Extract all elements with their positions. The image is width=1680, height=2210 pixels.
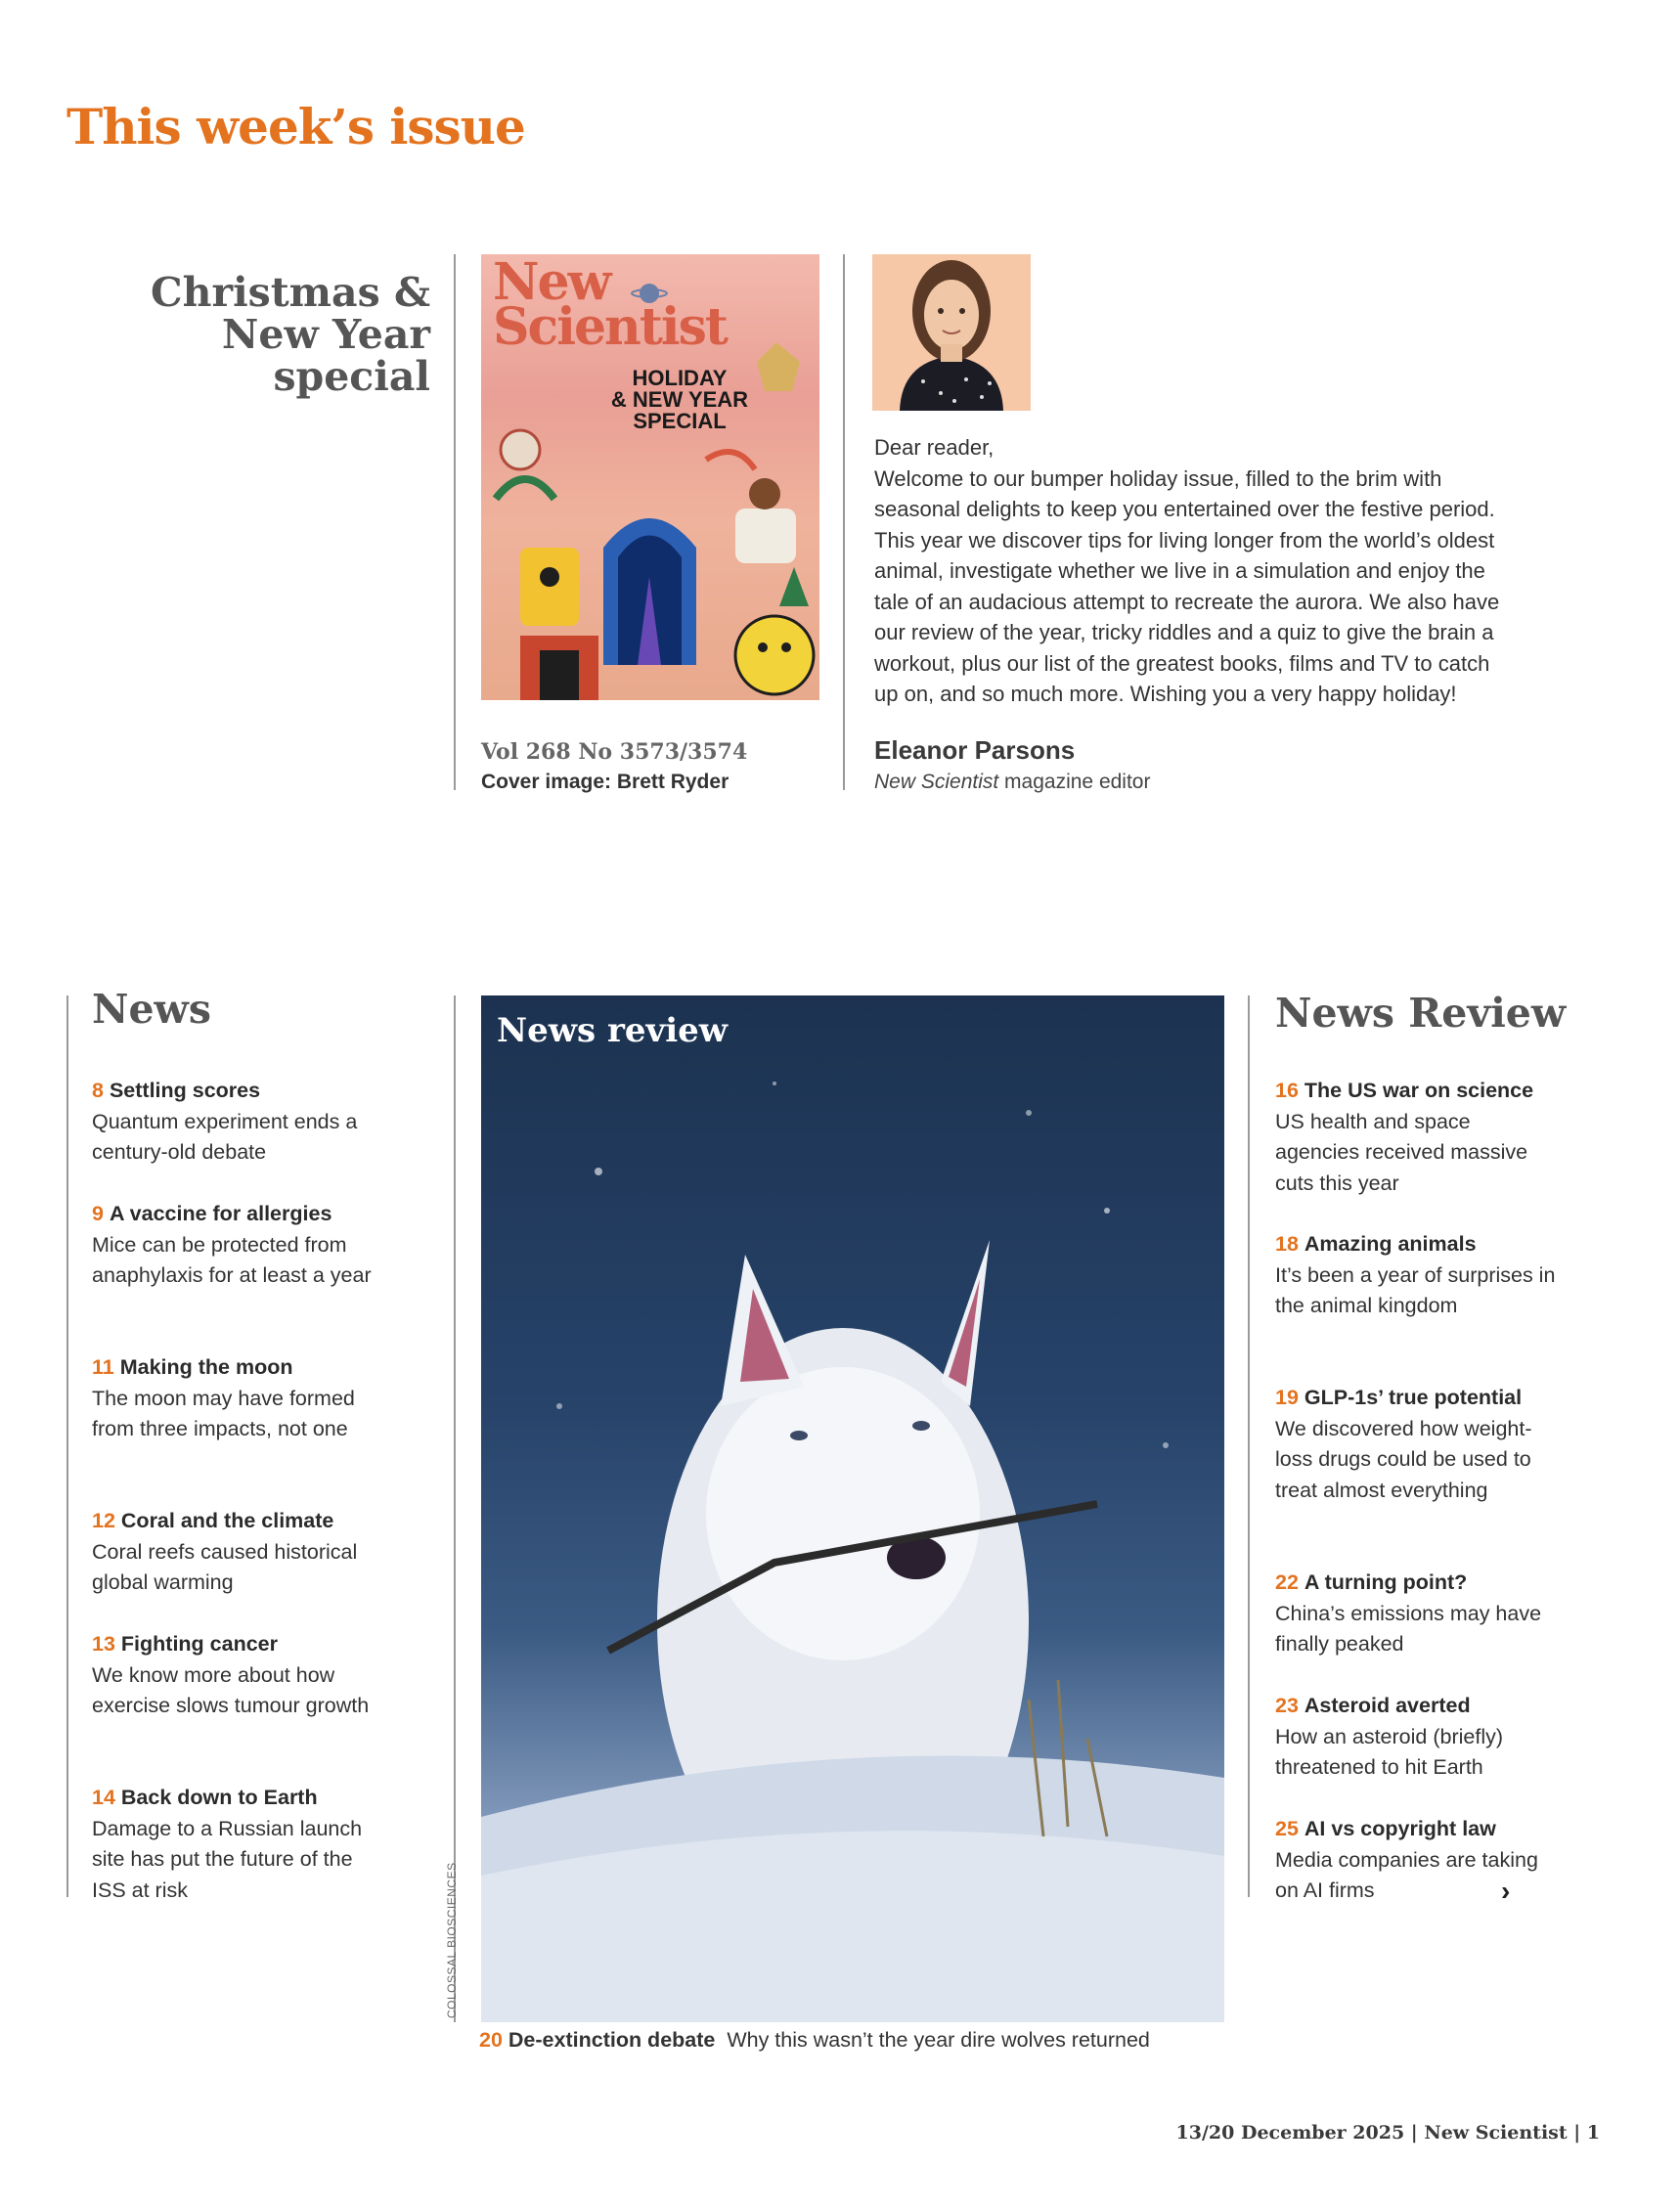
- cover-headline-line: & NEW YEAR: [610, 387, 749, 412]
- role-suffix: magazine editor: [998, 771, 1151, 793]
- special-title-line: New Year: [221, 311, 430, 358]
- photo-caption[interactable]: [479, 2028, 1150, 2053]
- item-headline: A turning point?: [1304, 1570, 1468, 1594]
- item-description: Quantum experiment ends a century-old debate: [92, 1109, 358, 1164]
- letter-body: Welcome to our bumper holiday issue, filled to the brim with seasonal delights to keep you entertained over the festive period. This year we discover tips for living longer from the world’s oldest animal, investigate whether we live in a simulation and enjoy the tale of an audacious attempt to recreate the aurora. We also have our review of the year, tricky riddles and a quiz to give the brain a workout, plus our list of the greatest books, films and TV to catch up on, and so much more. Wishing you a very happy holiday!: [874, 465, 1500, 706]
- cover-image: [481, 254, 819, 700]
- item-description: Coral reefs caused historical global warming: [92, 1539, 358, 1594]
- page-number: 19: [1275, 1386, 1299, 1409]
- news-review-item[interactable]: [1275, 1814, 1559, 1907]
- divider: [454, 254, 456, 790]
- editor-role: [874, 771, 1150, 794]
- divider: [66, 995, 68, 1897]
- page-number: 18: [1275, 1232, 1299, 1256]
- item-headline: Settling scores: [109, 1079, 261, 1102]
- dire-wolf-illustration: [481, 995, 1224, 2022]
- item-description: Damage to a Russian launch site has put the future of the ISS at risk: [92, 1816, 363, 1902]
- cover-headline: [587, 368, 773, 432]
- item-description: It’s been a year of surprises in the animal kingdom: [1275, 1262, 1556, 1317]
- page-number: 25: [1275, 1817, 1299, 1840]
- news-review-item[interactable]: [1275, 1691, 1559, 1784]
- item-description: The moon may have formed from three impacts, not one: [92, 1386, 355, 1440]
- page-number: 20: [479, 2028, 503, 2052]
- item-headline: Back down to Earth: [120, 1786, 318, 1809]
- chevron-right-icon[interactable]: ›: [1501, 1876, 1511, 1906]
- item-description: US health and space agencies received massive cuts this year: [1275, 1109, 1528, 1195]
- item-headline: GLP-1s’ true potential: [1304, 1386, 1523, 1409]
- cover-logo-line: Scientist: [493, 297, 727, 357]
- news-review-item[interactable]: [1275, 1568, 1559, 1660]
- item-headline: Fighting cancer: [120, 1632, 278, 1656]
- feature-photo: [481, 995, 1224, 2022]
- page-number: 14: [92, 1786, 115, 1809]
- item-description: How an asteroid (briefly) threatened to hit Earth: [1275, 1724, 1504, 1779]
- item-headline: Asteroid averted: [1304, 1694, 1471, 1717]
- item-headline: Coral and the climate: [120, 1509, 334, 1532]
- news-review-section-title: News Review: [1275, 990, 1567, 1037]
- item-description: Media companies are taking on AI firms: [1275, 1847, 1538, 1902]
- page-folio: 13/20 December 2025 | New Scientist | 1: [1175, 2122, 1600, 2144]
- photo-section-label: News review: [497, 1011, 729, 1050]
- item-headline: The US war on science: [1304, 1079, 1534, 1102]
- page-number: 8: [92, 1079, 104, 1102]
- news-item[interactable]: [92, 1506, 376, 1599]
- news-item[interactable]: [92, 1199, 376, 1292]
- special-issue-title: [78, 269, 430, 400]
- special-title-line: special: [273, 353, 430, 400]
- cover-headline-line: HOLIDAY: [632, 366, 728, 390]
- divider: [1248, 995, 1250, 1897]
- page-number: 23: [1275, 1694, 1299, 1717]
- page-number: 16: [1275, 1079, 1299, 1102]
- photo-credit: COLOSSAL BIOSCIENCES: [445, 1862, 459, 2018]
- editor-photo-illustration: [872, 254, 1031, 411]
- cover-headline-line: SPECIAL: [633, 409, 727, 433]
- caption-headline: De-extinction debate: [508, 2028, 716, 2052]
- special-title-line: Christmas &: [151, 269, 430, 316]
- page-title: This week’s issue: [66, 98, 525, 155]
- item-headline: AI vs copyright law: [1304, 1817, 1496, 1840]
- item-description: Mice can be protected from anaphylaxis for at least a year: [92, 1232, 372, 1287]
- cover-logo-line: New: [493, 254, 610, 312]
- page-number: 9: [92, 1202, 104, 1225]
- divider: [843, 254, 845, 790]
- item-headline: A vaccine for allergies: [109, 1202, 332, 1225]
- editor-name: Eleanor Parsons: [874, 735, 1076, 765]
- item-description: China’s emissions may have finally peaked: [1275, 1601, 1542, 1656]
- editor-portrait: [872, 254, 1031, 411]
- magazine-name: New Scientist: [874, 771, 999, 793]
- news-review-item[interactable]: [1275, 1076, 1559, 1199]
- news-section-title: News: [92, 986, 211, 1033]
- cover-credit: Cover image: Brett Ryder: [481, 771, 729, 793]
- page-number: 13: [92, 1632, 115, 1656]
- news-item[interactable]: [92, 1783, 376, 1906]
- item-description: We discovered how weight-loss drugs could be used to treat almost everything: [1275, 1416, 1532, 1502]
- page-number: 22: [1275, 1570, 1299, 1594]
- volume-number: Vol 268 No 3573/3574: [481, 739, 748, 765]
- item-description: We know more about how exercise slows tumour growth: [92, 1662, 370, 1717]
- cover-logo: [493, 254, 727, 357]
- item-headline: Making the moon: [119, 1355, 293, 1379]
- item-headline: Amazing animals: [1304, 1232, 1477, 1256]
- news-item[interactable]: [92, 1352, 376, 1445]
- news-review-item[interactable]: [1275, 1383, 1559, 1506]
- caption-text: Why this wasn’t the year dire wolves returned: [727, 2028, 1150, 2052]
- letter-greeting: Dear reader,: [874, 435, 995, 460]
- news-review-item[interactable]: [1275, 1229, 1559, 1322]
- page-number: 12: [92, 1509, 115, 1532]
- news-item[interactable]: [92, 1076, 376, 1169]
- editor-letter: [874, 432, 1500, 710]
- page-number: 11: [92, 1355, 114, 1379]
- news-item[interactable]: [92, 1629, 376, 1722]
